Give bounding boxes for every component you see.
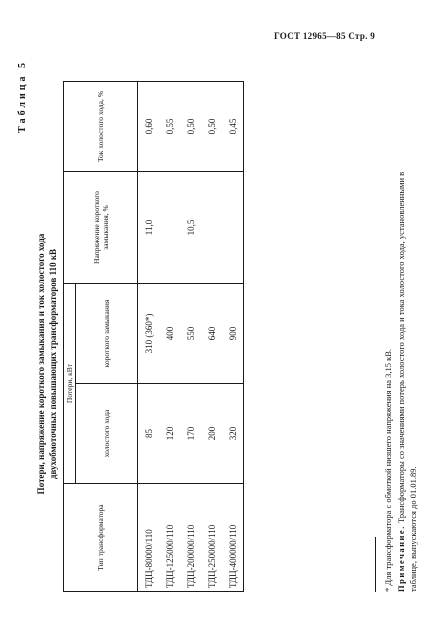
cell-type: ТДЦ-80000/110 — [138, 484, 160, 592]
cell-short-circuit: 900 — [222, 284, 244, 384]
header-short-circuit: короткого замыкания — [76, 284, 138, 384]
cell-no-load: 320 — [222, 384, 244, 484]
cell-short-circuit: 640 — [201, 284, 222, 384]
cell-type: ТДЦ-250000/110 — [201, 484, 222, 592]
table-row — [201, 82, 222, 592]
cell-voltage — [201, 172, 222, 284]
cell-type: ТДЦ-200000/110 — [180, 484, 201, 592]
note-text: Трансформаторы со значениями потерь холостого хода и тока холостого хода, установленными в таблице, выпускаются до 01.01.89. — [396, 171, 418, 592]
cell-voltage: 11,0 — [138, 172, 160, 284]
header-type: Тип трансформатора — [64, 484, 138, 592]
cell-current: 0,60 — [138, 82, 160, 172]
cell-current: 0,50 — [180, 82, 201, 172]
page-header: ГОСТ 12965—85 Стр. 9 — [274, 31, 376, 41]
rotated-table-block — [15, 54, 418, 614]
cell-no-load: 170 — [180, 384, 201, 484]
cell-type: ТДЦ-125000/110 — [159, 484, 180, 592]
cell-short-circuit: 550 — [180, 284, 201, 384]
cell-current: 0,55 — [159, 82, 180, 172]
table-row — [222, 82, 244, 592]
cell-short-circuit: 400 — [159, 284, 180, 384]
header-voltage: Напряжение короткого замыкания, % — [64, 172, 138, 284]
cell-voltage: 10,5 — [180, 172, 201, 284]
table-row — [138, 82, 160, 592]
table-label: Таблица 5 — [17, 60, 28, 133]
cell-type: ТДЦ-400000/110 — [222, 484, 244, 592]
cell-voltage — [222, 172, 244, 284]
header-no-load: холостого хода — [76, 384, 138, 484]
footnote-star: * Для трансформатора с обмоткой низшего напряжения на 3,15 кВ. — [383, 348, 393, 592]
footnote-note — [395, 152, 419, 592]
table-title-line2: двухобмоточных повышающих трансформаторов 110 кВ — [48, 248, 58, 480]
footnote-rule — [375, 537, 376, 592]
table-row — [180, 82, 201, 592]
cell-voltage — [159, 172, 180, 284]
cell-no-load: 85 — [138, 384, 160, 484]
transformer-table — [63, 81, 244, 592]
table-row — [159, 82, 180, 592]
table-title-line1: Потери, напряжение короткого замыкания и ток холостого хода — [36, 233, 46, 495]
cell-current: 0,45 — [222, 82, 244, 172]
cell-short-circuit: 310 (360*) — [138, 284, 160, 384]
header-current: Ток холостого хода, % — [64, 82, 138, 172]
cell-no-load: 120 — [159, 384, 180, 484]
cell-no-load: 200 — [201, 384, 222, 484]
cell-current: 0,50 — [201, 82, 222, 172]
table-title — [35, 214, 59, 514]
header-losses: Потери, кВт — [64, 284, 76, 484]
note-label: Примечание. — [396, 525, 406, 592]
